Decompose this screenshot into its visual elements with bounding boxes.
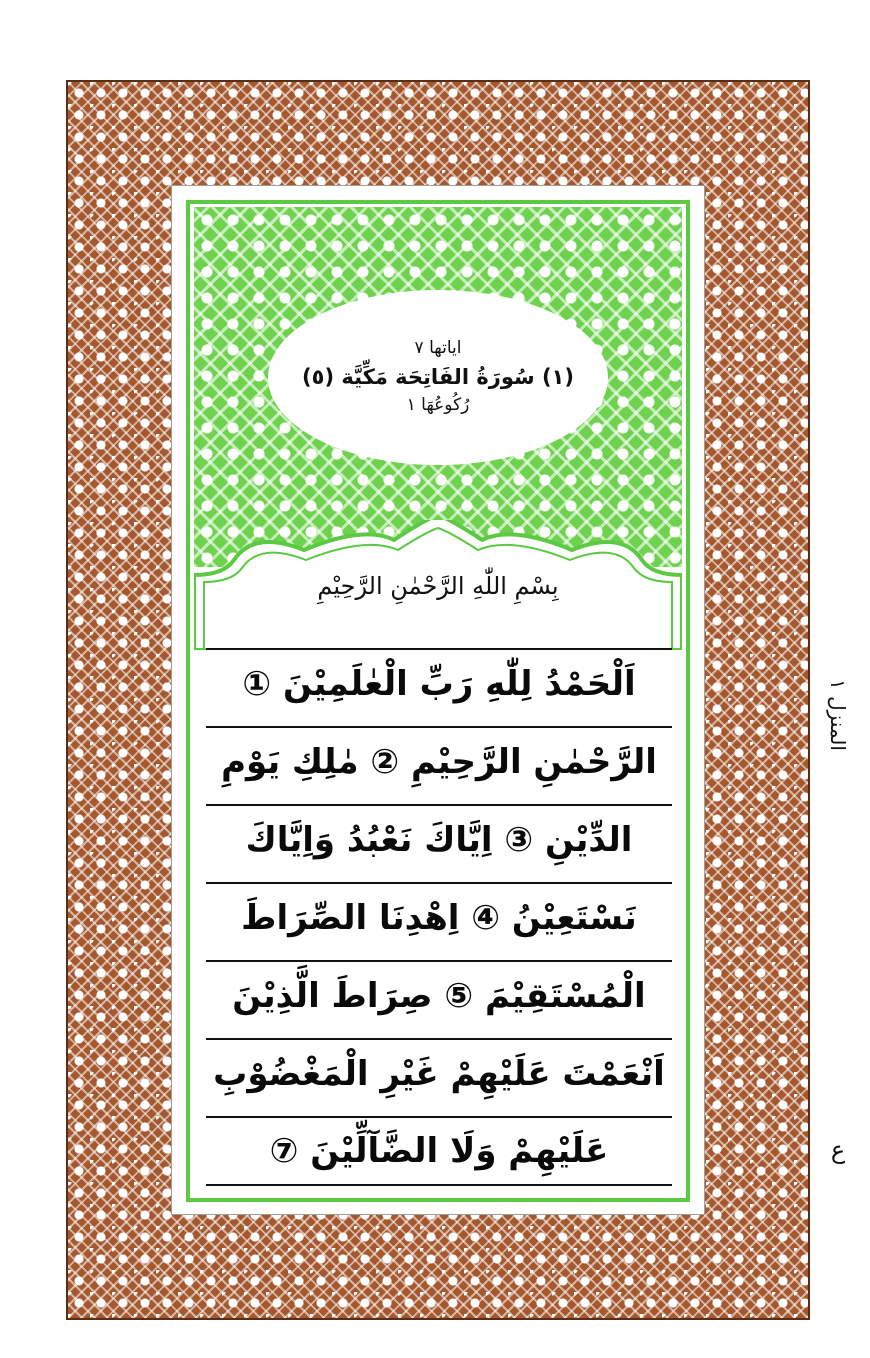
verse-line: الرَّحْمٰنِ الرَّحِيْمِ ② مٰلِكِ يَوْمِ <box>206 726 672 796</box>
bismillah: بِسْمِ اللّٰهِ الرَّحْمٰنِ الرَّحِيْمِ <box>317 572 559 600</box>
manzil-label: المنزل ١ <box>826 679 851 751</box>
verse-line: اَنْعَمْتَ عَلَيْهِمْ غَيْرِ الْمَغْضُوْبِ <box>206 1038 672 1108</box>
verse-area <box>206 648 672 1192</box>
surah-header-cartouche <box>268 290 608 465</box>
manzil-marker <box>818 650 858 780</box>
verse-line: اَلْحَمْدُ لِلّٰهِ رَبِّ الْعٰلَمِيْنَ ① <box>206 648 672 718</box>
verse-line: عَلَيْهِمْ وَلَا الضَّآلِّيْنَ ⑦ <box>206 1116 672 1186</box>
ayat-count: اياتها ٧ <box>414 338 462 359</box>
ruku-count: رُكُوعُهَا ١ <box>406 395 470 416</box>
verse-line: الدِّيْنِ ③ اِيَّاكَ نَعْبُدُ وَاِيَّاكَ <box>206 804 672 874</box>
verse-line: نَسْتَعِيْنُ ④ اِهْدِنَا الصِّرَاطَ <box>206 882 672 952</box>
ruku-marker: ع <box>830 1136 846 1164</box>
verse-line: الْمُسْتَقِيْمَ ⑤ صِرَاطَ الَّذِيْنَ <box>206 960 672 1030</box>
surah-title: (١) سُورَةُ الفَاتِحَة مَكِّيَّة (٥) <box>302 364 574 389</box>
